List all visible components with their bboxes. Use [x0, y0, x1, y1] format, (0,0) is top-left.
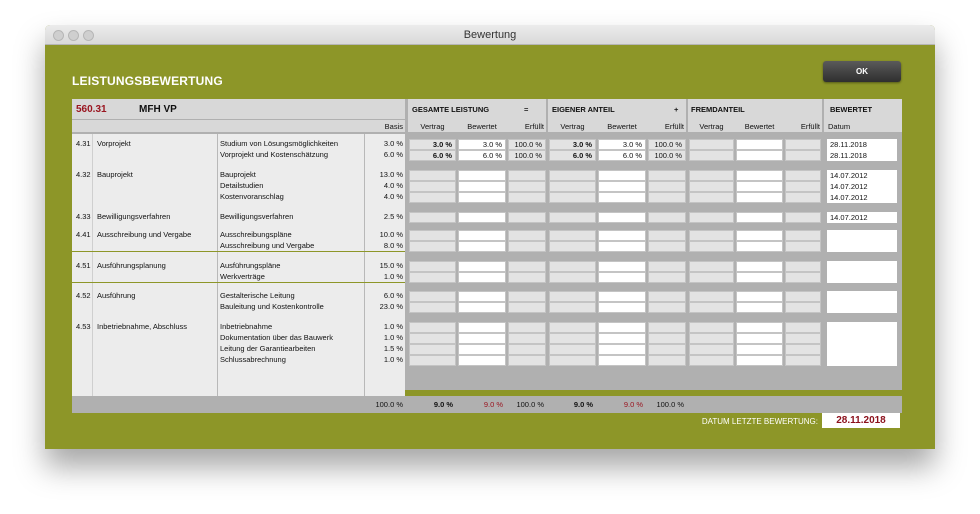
- phase-code: 4.32: [76, 170, 91, 179]
- g-vertrag-field[interactable]: [409, 212, 456, 223]
- e-bewertet-field[interactable]: [598, 291, 646, 302]
- datum-field[interactable]: 14.07.2012: [827, 170, 897, 181]
- e-erfuellt-field: [648, 241, 686, 252]
- datum-field[interactable]: 14.07.2012: [827, 192, 897, 203]
- eigener-sign: +: [674, 105, 679, 114]
- g-erfuellt-field: [508, 192, 546, 203]
- total-basis: 100.0 %: [375, 400, 403, 409]
- total-e-vertrag: 9.0 %: [573, 400, 593, 409]
- f-vertrag-field[interactable]: [689, 241, 734, 252]
- g-bewertet-field[interactable]: [458, 302, 506, 313]
- e-bewertet-field[interactable]: [598, 181, 646, 192]
- window-title: Bewertung: [463, 29, 517, 41]
- g-erfuellt-field: [508, 322, 546, 333]
- f-erfuellt-field: [785, 170, 821, 181]
- e-vertrag-field[interactable]: [549, 302, 596, 313]
- e-erfuellt-label: Erfüllt: [664, 122, 684, 131]
- f-erfuellt-field: [785, 181, 821, 192]
- basis-value: 4.0 %: [383, 181, 403, 190]
- task-label: Vorprojekt und Kostenschätzung: [220, 150, 328, 159]
- f-erfuellt-field: [785, 272, 821, 283]
- g-bewertet-field[interactable]: [458, 333, 506, 344]
- f-vertrag-field[interactable]: [689, 192, 734, 203]
- task-label: Dokumentation über das Bauwerk: [220, 333, 333, 342]
- phase-name: Ausschreibung und Vergabe: [97, 230, 192, 239]
- g-vertrag-field[interactable]: [409, 355, 456, 366]
- e-vertrag-field[interactable]: [549, 170, 596, 181]
- project-header: [72, 99, 405, 119]
- basis-value: 6.0 %: [383, 291, 403, 300]
- total-g-erfuellt: 100.0 %: [516, 400, 544, 409]
- g-bewertet-field[interactable]: [458, 322, 506, 333]
- datum-field[interactable]: [827, 333, 897, 344]
- f-vertrag-field[interactable]: [689, 230, 734, 241]
- phase-code: 4.33: [76, 212, 91, 221]
- e-bewertet-field[interactable]: [598, 302, 646, 313]
- f-vertrag-field[interactable]: [689, 212, 734, 223]
- datum-field[interactable]: [827, 241, 897, 252]
- datum-field[interactable]: 28.11.2018: [827, 150, 897, 161]
- e-bewertet-field[interactable]: [598, 272, 646, 283]
- f-erfuellt-field: [785, 241, 821, 252]
- f-erfuellt-field: [785, 322, 821, 333]
- g-erfuellt-field: [508, 170, 546, 181]
- g-erfuellt-field: [508, 230, 546, 241]
- phase-code: 4.51: [76, 261, 91, 270]
- e-vertrag-field[interactable]: [549, 291, 596, 302]
- e-erfuellt-field: [648, 333, 686, 344]
- g-vertrag-field[interactable]: [409, 241, 456, 252]
- basis-header: [72, 120, 405, 132]
- f-vertrag-field[interactable]: [689, 272, 734, 283]
- datum-field[interactable]: 14.07.2012: [827, 212, 897, 223]
- g-vertrag-field[interactable]: [409, 291, 456, 302]
- f-vertrag-label: Vertrag: [699, 122, 724, 131]
- task-label: Ausführungspläne: [220, 261, 281, 270]
- g-bewertet-field[interactable]: [458, 241, 506, 252]
- f-bewertet-field[interactable]: [736, 272, 783, 283]
- g-erfuellt-field: [508, 181, 546, 192]
- close-window-button[interactable]: [53, 30, 64, 41]
- total-g-vertrag: 9.0 %: [433, 400, 453, 409]
- f-bewertet-field[interactable]: [736, 230, 783, 241]
- datum-field[interactable]: [827, 355, 897, 366]
- total-e-bewertet: 9.0 %: [623, 400, 643, 409]
- phase-name: Ausführungsplanung: [97, 261, 166, 270]
- page-heading: LEISTUNGSBEWERTUNG: [72, 74, 223, 88]
- e-erfuellt-field: [648, 291, 686, 302]
- project-number: 560.31: [76, 104, 107, 115]
- f-erfuellt-field: [785, 150, 821, 161]
- basis-value: 1.0 %: [383, 272, 403, 281]
- gesamte-label: GESAMTE LEISTUNG: [412, 105, 490, 114]
- datum-field[interactable]: 28.11.2018: [827, 139, 897, 150]
- phase-code: 4.53: [76, 322, 91, 331]
- f-vertrag-field[interactable]: [689, 139, 734, 150]
- e-vertrag-field[interactable]: [549, 333, 596, 344]
- gesamte-sign: =: [524, 105, 529, 114]
- task-label: Bauleitung und Kostenkontrolle: [220, 302, 324, 311]
- basis-value: 15.0 %: [379, 261, 403, 270]
- title-bar: [45, 25, 935, 45]
- task-label: Inbetriebnahme: [220, 322, 273, 331]
- datum-field[interactable]: [827, 272, 897, 283]
- g-erfuellt-field: [508, 261, 546, 272]
- f-bewertet-field[interactable]: [736, 181, 783, 192]
- zoom-window-button[interactable]: [83, 30, 94, 41]
- e-erfuellt-field: [648, 230, 686, 241]
- f-erfuellt-field: [785, 261, 821, 272]
- e-erfuellt-field: [648, 212, 686, 223]
- g-erfuellt-field: 100.0 %: [508, 139, 546, 150]
- e-bewertet-field[interactable]: [598, 241, 646, 252]
- datum-field[interactable]: [827, 230, 897, 241]
- bewertet-label: BEWERTET: [830, 105, 873, 114]
- f-vertrag-field[interactable]: [689, 261, 734, 272]
- f-erfuellt-field: [785, 344, 821, 355]
- task-label: Kostenvoranschlag: [220, 192, 284, 201]
- e-bewertet-field[interactable]: [598, 212, 646, 223]
- f-bewertet-field[interactable]: [736, 241, 783, 252]
- e-vertrag-field[interactable]: [549, 355, 596, 366]
- g-vertrag-field[interactable]: [409, 302, 456, 313]
- project-name: MFH VP: [139, 104, 177, 115]
- f-bewertet-label: Bewertet: [744, 122, 775, 131]
- total-g-bewertet: 9.0 %: [483, 400, 503, 409]
- e-bewertet-field[interactable]: 3.0 %: [598, 139, 646, 150]
- eigener-label: EIGENER ANTEIL: [552, 105, 615, 114]
- f-erfuellt-field: [785, 291, 821, 302]
- e-erfuellt-field: [648, 181, 686, 192]
- g-vertrag-field[interactable]: [409, 272, 456, 283]
- f-bewertet-field[interactable]: [736, 139, 783, 150]
- e-erfuellt-field: 100.0 %: [648, 139, 686, 150]
- f-vertrag-field[interactable]: [689, 344, 734, 355]
- f-bewertet-field[interactable]: [736, 322, 783, 333]
- phase-name: Ausführung: [97, 291, 136, 300]
- task-label: Gestalterische Leitung: [220, 291, 295, 300]
- f-bewertet-field[interactable]: [736, 261, 783, 272]
- f-bewertet-field[interactable]: [736, 344, 783, 355]
- bewertung-window: [45, 25, 935, 449]
- e-vertrag-field[interactable]: [549, 322, 596, 333]
- f-bewertet-field[interactable]: [736, 150, 783, 161]
- e-vertrag-field[interactable]: [549, 192, 596, 203]
- g-erfuellt-field: [508, 241, 546, 252]
- g-bewertet-field[interactable]: [458, 272, 506, 283]
- g-bewertet-field[interactable]: [458, 291, 506, 302]
- f-bewertet-field[interactable]: [736, 291, 783, 302]
- g-erfuellt-label: Erfüllt: [524, 122, 544, 131]
- g-erfuellt-field: [508, 355, 546, 366]
- basis-value: 1.0 %: [383, 355, 403, 364]
- f-bewertet-field[interactable]: [736, 333, 783, 344]
- g-erfuellt-field: [508, 302, 546, 313]
- task-label: Schlussabrechnung: [220, 355, 286, 364]
- phase-code: 4.41: [76, 230, 91, 239]
- e-vertrag-field[interactable]: 3.0 %: [549, 139, 596, 150]
- f-bewertet-field[interactable]: [736, 355, 783, 366]
- task-label: Werkverträge: [220, 272, 265, 281]
- e-bewertet-field[interactable]: [598, 333, 646, 344]
- basis-col-label: Basis: [384, 122, 403, 131]
- f-vertrag-field[interactable]: [689, 355, 734, 366]
- g-vertrag-label: Vertrag: [420, 122, 445, 131]
- e-erfuellt-field: [648, 261, 686, 272]
- g-erfuellt-field: [508, 272, 546, 283]
- e-vertrag-field[interactable]: [549, 272, 596, 283]
- datum-field[interactable]: 14.07.2012: [827, 181, 897, 192]
- e-bewertet-field[interactable]: 6.0 %: [598, 150, 646, 161]
- datum-col-label: Datum: [828, 122, 851, 131]
- total-e-erfuellt: 100.0 %: [656, 400, 684, 409]
- basis-value: 23.0 %: [379, 302, 403, 311]
- f-bewertet-field[interactable]: [736, 170, 783, 181]
- g-bewertet-field[interactable]: [458, 192, 506, 203]
- e-vertrag-label: Vertrag: [560, 122, 585, 131]
- phase-code: 4.31: [76, 139, 91, 148]
- g-bewertet-field[interactable]: 6.0 %: [458, 150, 506, 161]
- f-bewertet-field[interactable]: [736, 212, 783, 223]
- e-bewertet-field[interactable]: [598, 344, 646, 355]
- e-vertrag-field[interactable]: [549, 230, 596, 241]
- g-bewertet-field[interactable]: [458, 181, 506, 192]
- e-bewertet-field[interactable]: [598, 322, 646, 333]
- minimize-window-button[interactable]: [68, 30, 79, 41]
- g-bewertet-field[interactable]: [458, 355, 506, 366]
- f-erfuellt-field: [785, 212, 821, 223]
- task-label: Detailstudien: [220, 181, 264, 190]
- f-vertrag-field[interactable]: [689, 181, 734, 192]
- e-bewertet-field[interactable]: [598, 192, 646, 203]
- datum-field[interactable]: [827, 261, 897, 272]
- e-bewertet-label: Bewertet: [607, 122, 637, 131]
- e-erfuellt-field: [648, 272, 686, 283]
- basis-value: 1.0 %: [383, 322, 403, 331]
- f-vertrag-field[interactable]: [689, 170, 734, 181]
- last-evaluation-label: DATUM LETZTE BEWERTUNG:: [701, 417, 818, 426]
- g-vertrag-field[interactable]: [409, 344, 456, 355]
- f-erfuellt-field: [785, 192, 821, 203]
- g-bewertet-field[interactable]: [458, 170, 506, 181]
- f-erfuellt-field: [785, 139, 821, 150]
- g-vertrag-field[interactable]: 3.0 %: [409, 139, 456, 150]
- g-bewertet-field[interactable]: [458, 212, 506, 223]
- basis-value: 4.0 %: [383, 192, 403, 201]
- g-vertrag-field[interactable]: [409, 170, 456, 181]
- e-erfuellt-field: [648, 322, 686, 333]
- g-erfuellt-field: [508, 344, 546, 355]
- g-vertrag-field[interactable]: [409, 230, 456, 241]
- task-label: Ausschreibung und Vergabe: [220, 241, 315, 250]
- f-erfuellt-field: [785, 230, 821, 241]
- g-vertrag-field[interactable]: 6.0 %: [409, 150, 456, 161]
- task-label: Bauprojekt: [220, 170, 256, 179]
- f-bewertet-field[interactable]: [736, 192, 783, 203]
- evaluation-grid: [72, 99, 902, 409]
- e-erfuellt-field: [648, 192, 686, 203]
- e-erfuellt-field: 100.0 %: [648, 150, 686, 161]
- g-bewertet-field[interactable]: [458, 261, 506, 272]
- ok-button[interactable]: OK: [823, 61, 901, 82]
- g-vertrag-field[interactable]: [409, 322, 456, 333]
- phase-name: Bauprojekt: [97, 170, 133, 179]
- task-label: Bewilligungsverfahren: [220, 212, 294, 221]
- f-vertrag-field[interactable]: [689, 333, 734, 344]
- e-vertrag-field[interactable]: [549, 181, 596, 192]
- last-evaluation-date: 28.11.2018: [822, 413, 900, 428]
- g-erfuellt-field: 100.0 %: [508, 150, 546, 161]
- g-vertrag-field[interactable]: [409, 181, 456, 192]
- phase-name: Inbetriebnahme, Abschluss: [97, 322, 188, 331]
- datum-field[interactable]: [827, 291, 897, 302]
- f-erfuellt-field: [785, 302, 821, 313]
- e-erfuellt-field: [648, 344, 686, 355]
- fremd-label: FREMDANTEIL: [691, 105, 745, 114]
- e-bewertet-field[interactable]: [598, 230, 646, 241]
- datum-field[interactable]: [827, 344, 897, 355]
- basis-value: 2.5 %: [383, 212, 403, 221]
- e-erfuellt-field: [648, 302, 686, 313]
- f-vertrag-field[interactable]: [689, 150, 734, 161]
- f-erfuellt-field: [785, 333, 821, 344]
- g-erfuellt-field: [508, 212, 546, 223]
- g-bewertet-field[interactable]: [458, 344, 506, 355]
- g-vertrag-field[interactable]: [409, 261, 456, 272]
- basis-value: 3.0 %: [383, 139, 403, 148]
- task-label: Leitung der Garantiearbeiten: [220, 344, 316, 353]
- g-erfuellt-field: [508, 333, 546, 344]
- basis-value: 1.5 %: [383, 344, 403, 353]
- e-bewertet-field[interactable]: [598, 261, 646, 272]
- e-vertrag-field[interactable]: [549, 344, 596, 355]
- f-erfuellt-label: Erfüllt: [800, 122, 820, 131]
- phase-code: 4.52: [76, 291, 91, 300]
- e-erfuellt-field: [648, 355, 686, 366]
- e-vertrag-field[interactable]: [549, 212, 596, 223]
- g-bewertet-field[interactable]: 3.0 %: [458, 139, 506, 150]
- g-bewertet-field[interactable]: [458, 230, 506, 241]
- e-erfuellt-field: [648, 170, 686, 181]
- e-vertrag-field[interactable]: [549, 261, 596, 272]
- task-label: Ausschreibungspläne: [220, 230, 292, 239]
- f-vertrag-field[interactable]: [689, 322, 734, 333]
- f-vertrag-field[interactable]: [689, 302, 734, 313]
- phase-name: Vorprojekt: [97, 139, 131, 148]
- g-erfuellt-field: [508, 291, 546, 302]
- f-erfuellt-field: [785, 355, 821, 366]
- e-bewertet-field[interactable]: [598, 170, 646, 181]
- basis-value: 13.0 %: [379, 170, 403, 179]
- datum-field[interactable]: [827, 302, 897, 313]
- g-vertrag-field[interactable]: [409, 192, 456, 203]
- g-bewertet-label: Bewertet: [467, 122, 497, 131]
- basis-value: 1.0 %: [383, 333, 403, 342]
- g-vertrag-field[interactable]: [409, 333, 456, 344]
- f-vertrag-field[interactable]: [689, 291, 734, 302]
- basis-value: 6.0 %: [383, 150, 403, 159]
- task-label: Studium von Lösungsmöglichkeiten: [220, 139, 338, 148]
- e-vertrag-field[interactable]: [549, 241, 596, 252]
- e-vertrag-field[interactable]: 6.0 %: [549, 150, 596, 161]
- e-bewertet-field[interactable]: [598, 355, 646, 366]
- basis-value: 8.0 %: [383, 241, 403, 250]
- f-bewertet-field[interactable]: [736, 302, 783, 313]
- phase-name: Bewilligungsverfahren: [97, 212, 171, 221]
- datum-field[interactable]: [827, 322, 897, 333]
- basis-value: 10.0 %: [379, 230, 403, 239]
